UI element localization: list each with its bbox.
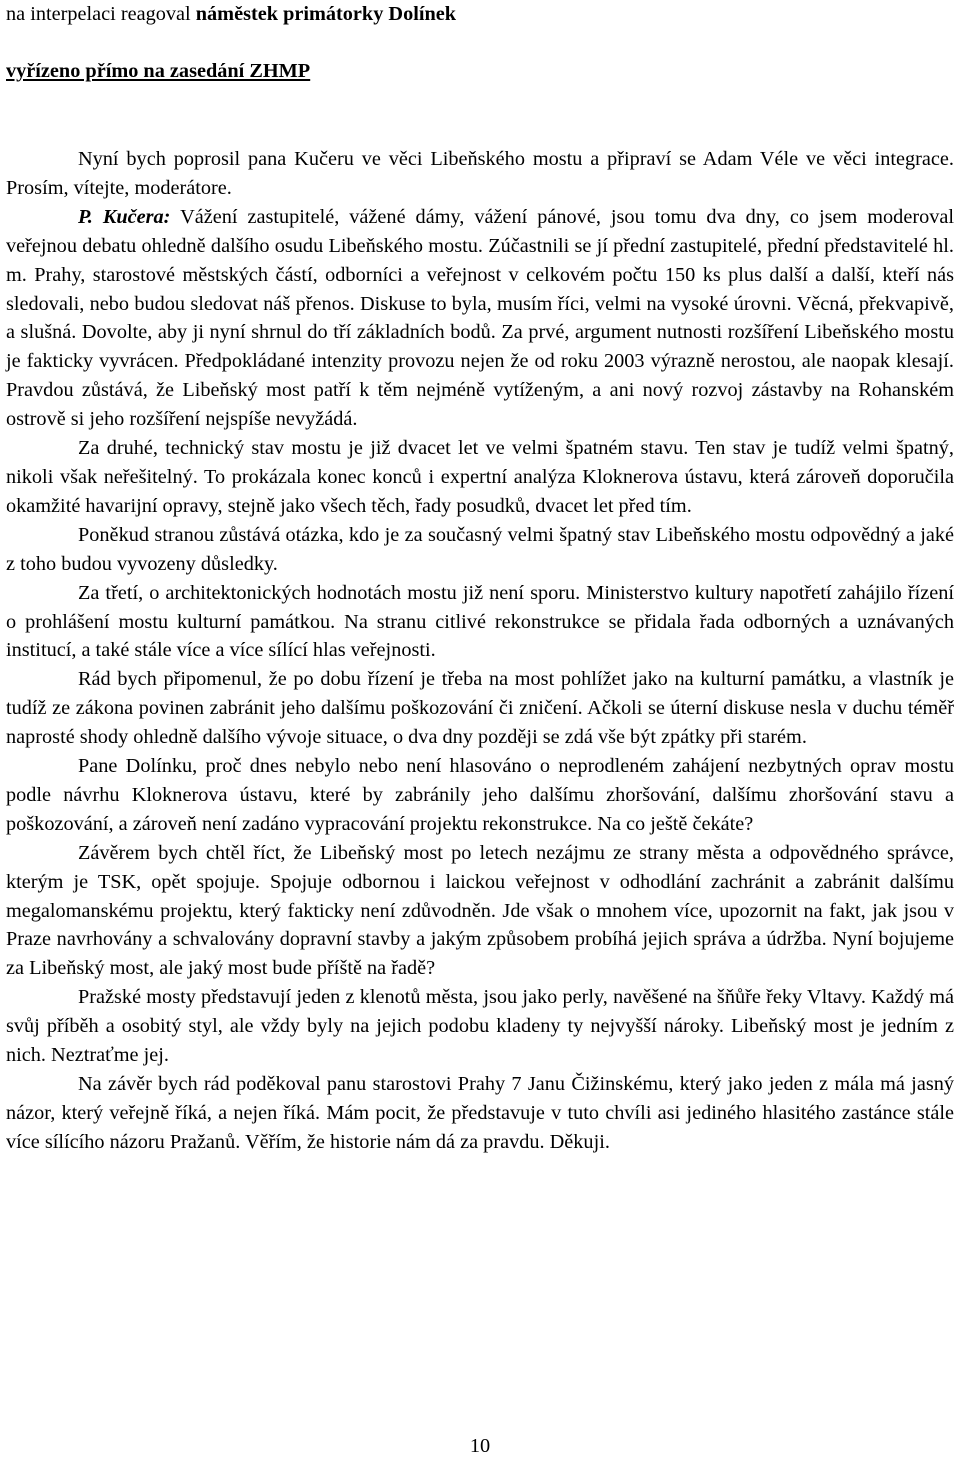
moderator-intro: Nyní bych poprosil pana Kučeru ve věci Libeňského mostu a připraví se Adam Véle ve věci integrace. Prosím, vítejte, moderátore. [6, 148, 954, 199]
response-note [6, 0, 456, 29]
speech-paragraph-6: Pane Dolínku, proč dnes nebylo nebo není hlasováno o neprodleném zahájení nezbytných oprav mostu podle návrhu Kloknerova ústavu, které by zabránily jeho dalšímu zhoršování, dalšímu zhoršování stavu a poškozování, a zároveň není zadáno vypracování projektu rekonstrukce. Na co ještě čekáte? [6, 755, 954, 835]
speech-text-1: Vážení zastupitelé, vážené dámy, vážení pánové, jsou tomu dva dny, co jsem moderoval veřejnou debatu ohledně dalšího osudu Libeňského mostu. Zúčastnili se jí přední zastupitelé, přední představitelé hl. m. Prahy, starostové městských částí, odborníci a veřejnost v celkovém počtu 150 ks plus další a další, kteří nás sledovali, nebo budou sledovat náš přenos. Diskuse to byla, musím říci, velmi na vysoké úrovni. Věcná, překvapivě, a slušná. Dovolte, aby ji nyní shrnul do tří základních bodů. Za prvé, argument nutnosti rozšíření Libeňského mostu je fakticky vyvrácen. Předpokládané intenzity provozu nejen že od roku 2003 výrazně nerostou, ale naopak klesají. Pravdou zůstává, že Libeňský most patří k těm nejméně vytíženým, a ani nový rozvoj zástavby na Rohanském ostrově si jeho rozšíření nejspíše nevyžádá. [6, 205, 954, 431]
speech-paragraph-8: Pražské mosty představují jeden z klenotů města, jsou jako perly, navěšené na šňůře řeky Vltavy. Každý má svůj příběh a osobitý styl, ale vždy byly na jejich podobu kladeny ty nejvyšší nároky. Libeňský most je jedním z nich. Neztraťme jej. [6, 986, 954, 1067]
speech-paragraph-7: Závěrem bych chtěl říct, že Libeňský most po letech nezájmu ze strany města a odpovědného správce, kterým je TSK, opět spojuje. Spojuje odbornou i laickou veřejnost v odhodlání zachránit a zabránit dalšímu megalomanskému projektu, který fakticky není zdůvodněn. Jde však o mnohem více, upozornit na fakt, jak jsou v Praze navrhovány a schvalovány dopravní stavby a jakým způsobem probíhá jejich správa a údržba. Nyní bojujeme za Libeňský most, ale jaký most bude příště na řadě? [6, 841, 954, 980]
speaker-name: P. Kučera: [78, 205, 171, 228]
speech-paragraph-5: Rád bych připomenul, že po dobu řízení je třeba na most pohlížet jako na kulturní památku, a vlastník je tudíž ze zákona povinen zabránit jeho dalšímu poškozování či zničení. Ačkoli se úterní diskuse nesla v duchu téměř naprosté shody ohledně dalšího vývoje situace, o dva dny později se zdá vše být zpátky při starém. [6, 668, 954, 749]
speech-paragraph-1 [6, 203, 954, 434]
speech-paragraph-3: Poněkud stranou zůstává otázka, kdo je za současný velmi špatný stav Libeňského mostu odpovědný a jaké z toho budou vyvozeny důsledky. [6, 523, 954, 575]
speech-paragraph-4: Za třetí, o architektonických hodnotách mostu již není sporu. Ministerstvo kultury napotřetí zahájilo řízení o prohlášení mostu kulturní památkou. Na stranu citlivé rekonstrukce se přidala řada odborných a uznávaných institucí, a také stále více a více sílící hlas veřejnosti. [6, 581, 954, 662]
speech-paragraph-9: Na závěr bych rád poděkoval panu starostovi Prahy 7 Janu Čižinskému, který jako jeden z mála má jasný názor, který veřejně říká, a nejen říká. Mám pocit, že představuje v tuto chvíli asi jediného hlasitého zastánce stále více sílícího názoru Pražanů. Věřím, že historie nám dá za pravdu. Děkuji. [6, 1073, 954, 1153]
response-note-prefix: na interpelaci reagoval [6, 3, 196, 25]
responder-name: náměstek primátorky Dolínek [195, 3, 457, 25]
page-number: 10 [469, 1435, 491, 1457]
transcript-body [6, 145, 954, 1157]
resolution-note: vyřízeno přímo na zasedání ZHMP [6, 60, 311, 82]
speech-paragraph-2: Za druhé, technický stav mostu je již dvacet let ve velmi špatném stavu. Ten stav je tudíž velmi špatný, nikoli však neřešitelný. To prokázala konec konců i expertní analýza Kloknerova ústavu, která zároveň doporučila okamžité havarijní opravy, stejně jako všech těch, řady posudků, dvacet let před tím. [6, 437, 954, 517]
